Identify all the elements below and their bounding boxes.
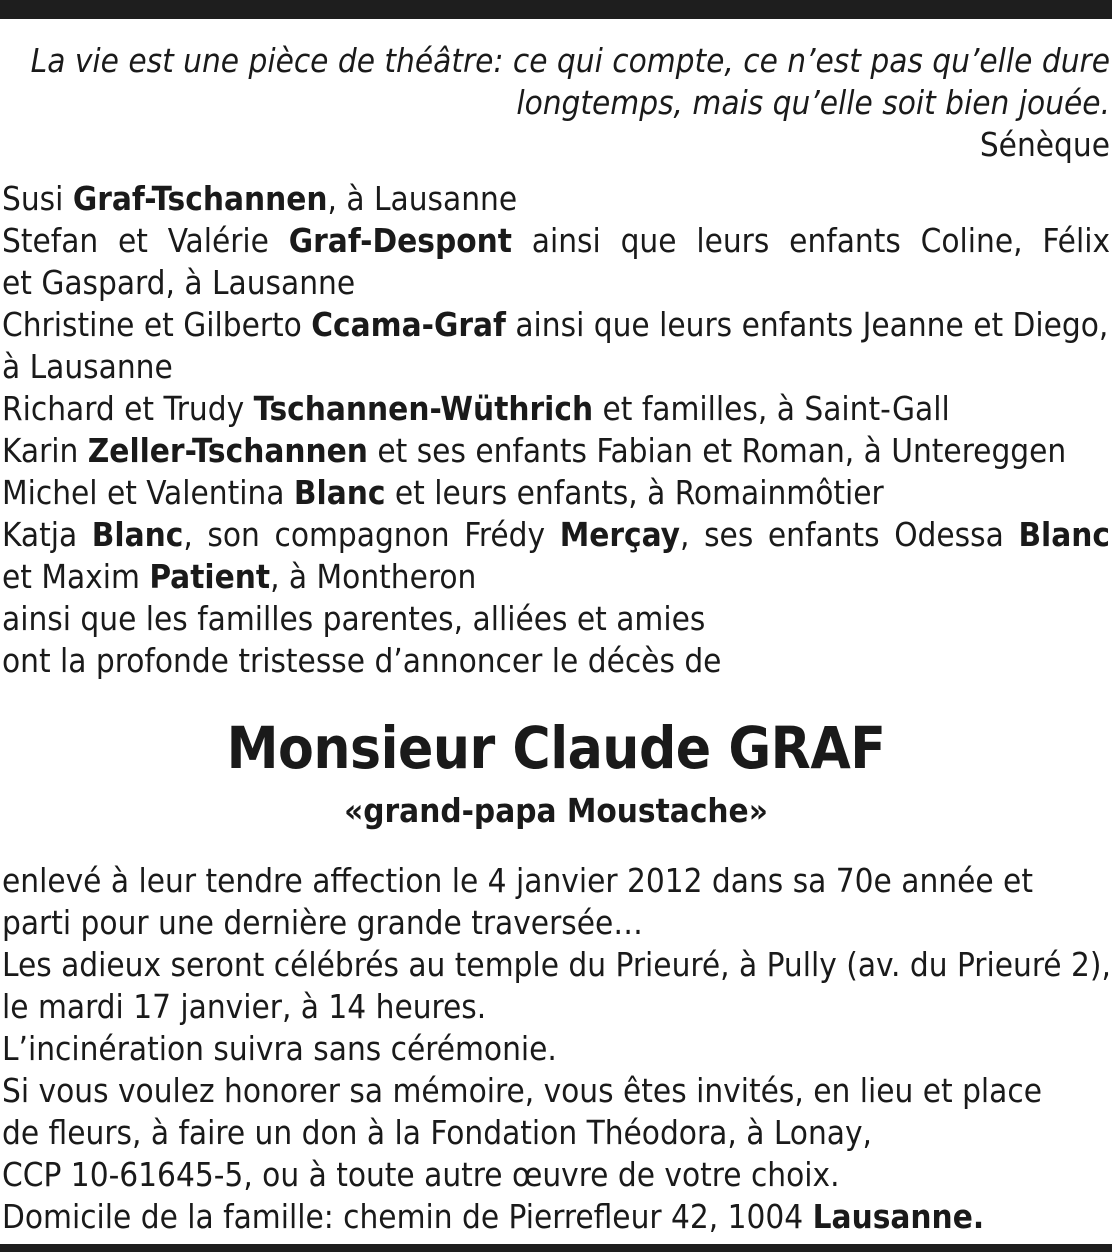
deceased-nickname: «grand-papa Moustache» bbox=[344, 791, 768, 830]
family-text: Christine et Gilberto bbox=[2, 305, 312, 344]
quote-line-1: La vie est une pièce de théâtre: ce qui compte, ce n’est pas qu’elle dure bbox=[30, 41, 1110, 80]
family-surname: Patient bbox=[149, 557, 271, 596]
family-surname: Ccama-Graf bbox=[311, 305, 506, 344]
quote-line-2: longtemps, mais qu’elle soit bien jouée. bbox=[516, 83, 1110, 122]
body-line: parti pour une dernière grande traversée… bbox=[2, 903, 643, 942]
quote-author: Sénèque bbox=[979, 125, 1110, 164]
family-text: Susi bbox=[2, 179, 73, 218]
family-text: Richard et Trudy bbox=[2, 389, 254, 428]
family-text: ainsi que leurs enfants Coline, Félix bbox=[511, 221, 1111, 260]
family-text: et leurs enfants, à Romainmôtier bbox=[385, 473, 884, 512]
family-surname: Zeller-Tschannen bbox=[87, 431, 368, 470]
family-entry bbox=[2, 472, 1110, 514]
obituary-notice bbox=[2, 40, 1110, 1238]
family-entry-continued: à Lausanne bbox=[2, 347, 173, 386]
body-line: de fleurs, à faire un don à la Fondation Théodora, à Lonay, bbox=[2, 1113, 872, 1152]
family-entry-continued bbox=[2, 556, 1110, 598]
notice-body bbox=[2, 860, 1110, 1238]
family-text: et familles, à Saint-Gall bbox=[593, 389, 950, 428]
top-rule bbox=[0, 0, 1112, 19]
body-line: CCP 10-61645-5, ou à toute autre œuvre de votre choix. bbox=[2, 1155, 840, 1194]
body-line: enlevé à leur tendre affection le 4 janvier 2012 dans sa 70e année et bbox=[2, 861, 1033, 900]
body-line: L’incinération suivra sans cérémonie. bbox=[2, 1029, 557, 1068]
family-text: , ses enfants Odessa bbox=[680, 515, 1019, 554]
family-text: Karin bbox=[2, 431, 88, 470]
family-text: et ses enfants Fabian et Roman, à Untereggen bbox=[367, 431, 1067, 470]
family-surname: Graf-Despont bbox=[288, 221, 512, 260]
domicile-text: Domicile de la famille: chemin de Pierrefleur 42, 1004 bbox=[2, 1197, 813, 1236]
family-surname: Tschannen-Wüthrich bbox=[253, 389, 594, 428]
family-entry bbox=[2, 430, 1110, 472]
family-entry-continued: et Gaspard, à Lausanne bbox=[2, 263, 356, 302]
bottom-rule bbox=[0, 1244, 1112, 1252]
body-line: Si vous voulez honorer sa mémoire, vous êtes invités, en lieu et place bbox=[2, 1071, 1042, 1110]
family-entry bbox=[2, 220, 1110, 262]
family-entry bbox=[2, 514, 1110, 556]
domicile-line bbox=[2, 1196, 1110, 1238]
family-surname: Blanc bbox=[1018, 515, 1110, 554]
deceased-name: Monsieur Claude GRAF bbox=[226, 714, 886, 782]
family-text: , à Montheron bbox=[270, 557, 477, 596]
family-text: Katja bbox=[2, 515, 92, 554]
family-text: , son compagnon Frédy bbox=[183, 515, 560, 554]
closing-line-1: ainsi que les familles parentes, alliées et amies bbox=[2, 599, 706, 638]
family-text: Stefan et Valérie bbox=[2, 221, 289, 260]
family-text: , à Lausanne bbox=[327, 179, 518, 218]
body-line: le mardi 17 janvier, à 14 heures. bbox=[2, 987, 487, 1026]
family-text: ainsi que leurs enfants Jeanne et Diego, bbox=[505, 305, 1109, 344]
closing-line-2: ont la profonde tristesse d’annoncer le décès de bbox=[2, 641, 722, 680]
family-entry bbox=[2, 388, 1110, 430]
family-surname: Blanc bbox=[91, 515, 184, 554]
family-list bbox=[2, 178, 1110, 682]
family-text: et Maxim bbox=[2, 557, 150, 596]
family-surname: Graf-Tschannen bbox=[72, 179, 328, 218]
domicile-city: Lausanne. bbox=[812, 1197, 985, 1236]
epigraph-quote bbox=[2, 40, 1110, 124]
family-surname: Blanc bbox=[293, 473, 386, 512]
family-text: Michel et Valentina bbox=[2, 473, 294, 512]
family-entry bbox=[2, 178, 1110, 220]
family-entry bbox=[2, 304, 1110, 346]
family-surname: Merçay bbox=[559, 515, 681, 554]
body-line: Les adieux seront célébrés au temple du Prieuré, à Pully (av. du Prieuré 2), bbox=[2, 945, 1111, 984]
